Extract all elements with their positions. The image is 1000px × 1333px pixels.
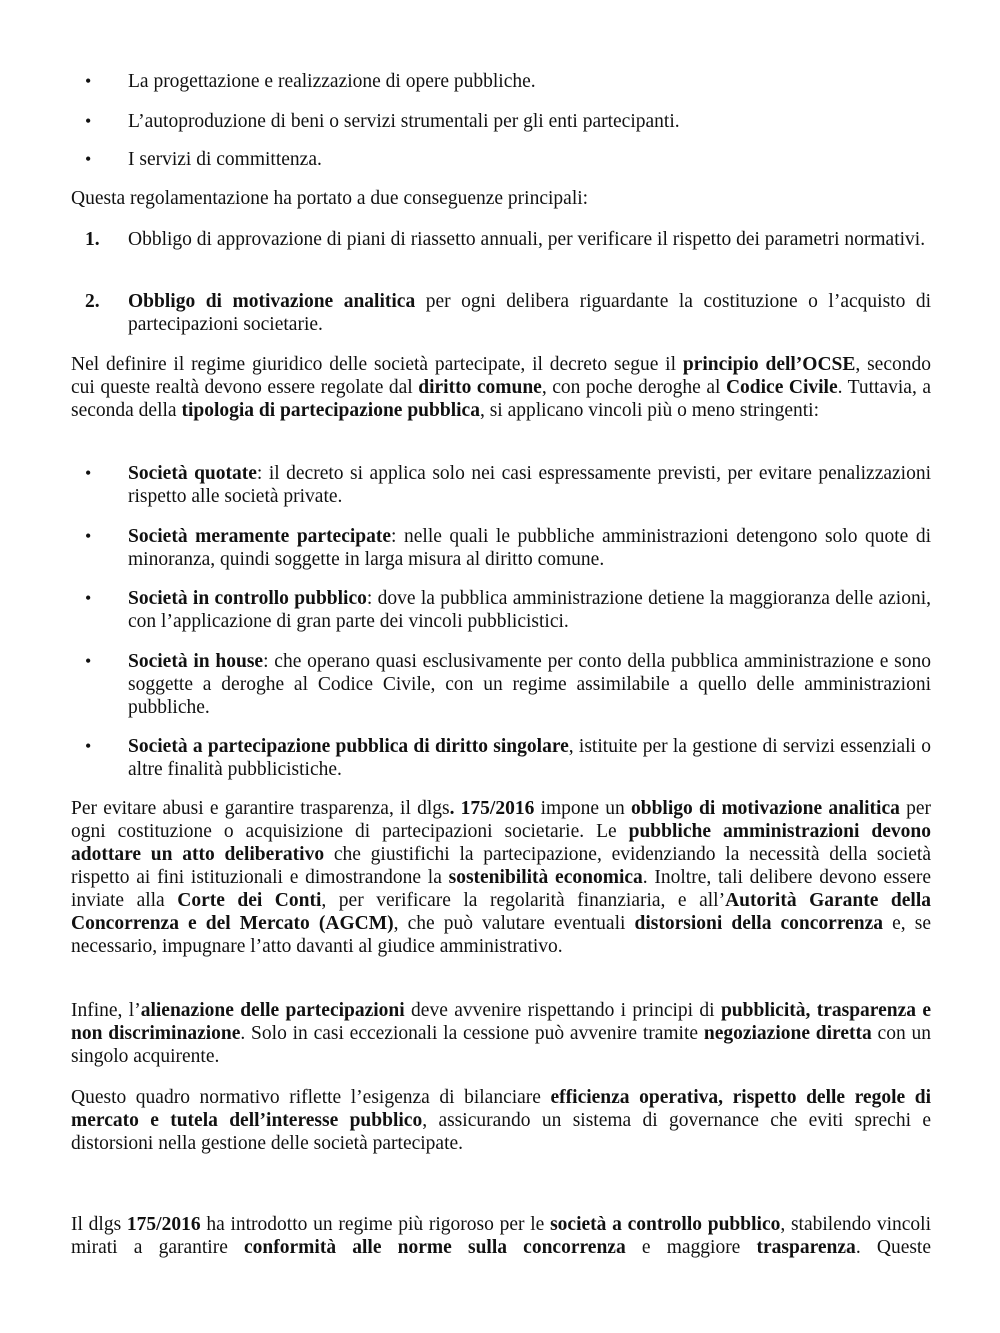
item-bold-lead: Società quotate — [128, 463, 257, 484]
text-run: . Tuttavia, a seconda della — [71, 377, 931, 421]
bold-run: diritto comune — [418, 377, 542, 398]
text-run: Nel definire il regime giuridico delle società partecipate, il decreto segue il — [71, 354, 683, 375]
text-run: . Solo in casi eccezionali la cessione può avvenire tramite — [240, 1023, 704, 1044]
list-item-text — [128, 735, 931, 781]
bold-run: principio dell’OCSE — [682, 354, 856, 375]
text-run: , per verificare la regolarità finanziaria, e all’ — [321, 890, 726, 911]
item-body: Obbligo di approvazione di piani di riassetto annuali, per verificare il rispetto dei parametri normativi. — [128, 229, 926, 250]
list-item-text — [128, 462, 931, 508]
text-run: ha introdotto un regime più rigoroso per le — [200, 1214, 551, 1235]
item-number: 1. — [85, 229, 100, 250]
text-run: deve avvenire rispettando i principi di — [404, 1000, 721, 1021]
text-run: Il dlgs — [71, 1214, 127, 1235]
item-bold-lead: Società a partecipazione pubblica di diritto singolare — [128, 736, 569, 757]
bold-run: pubblicità, trasparenza e non discriminazione — [71, 1000, 931, 1044]
item-number: 2. — [85, 291, 100, 312]
text-run: per ogni costituzione o acquisizione di partecipazioni societarie. Le — [71, 798, 931, 842]
bullet-icon: • — [85, 71, 92, 91]
list-item-text: L’autoproduzione di beni o servizi strumentali per gli enti partecipanti. — [128, 111, 680, 132]
text-run: . Queste — [855, 1237, 932, 1258]
list-item-text: La progettazione e realizzazione di opere pubbliche. — [128, 71, 536, 92]
text-run: , stabilendo vincoli mirati a garantire — [71, 1214, 932, 1258]
item-bold-lead: Obbligo di motivazione analitica — [128, 291, 416, 312]
bullet-icon: • — [85, 651, 92, 671]
bullet-icon: • — [85, 463, 92, 483]
bold-run: conformità alle norme sulla concorrenza — [244, 1237, 626, 1258]
text-run: . Inoltre, tali delibere devono essere inviate alla — [71, 867, 931, 911]
numbered-item-text — [128, 228, 931, 251]
bullet-icon: • — [85, 588, 92, 608]
bold-run: . 175/2016 — [449, 798, 535, 819]
item-body: : dove la pubblica amministrazione detiene la maggioranza delle azioni, con l’applicazione di gran parte dei vincoli pubblicistici. — [128, 588, 931, 632]
text-run: e, se necessario, impugnare l’atto davanti al giudice amministrativo. — [71, 913, 931, 957]
text-run: impone un — [534, 798, 631, 819]
item-body: : nelle quali le pubbliche amministrazioni detengono solo quote di minoranza, quindi soggette in larga misura al diritto comune. — [128, 526, 932, 570]
bullet-icon: • — [85, 149, 92, 169]
bold-run: efficienza operativa, rispetto delle regole di mercato e tutela dell’interesse pubblico — [71, 1087, 931, 1131]
bold-run: negoziazione diretta — [703, 1023, 872, 1044]
bold-run: distorsioni della concorrenza — [634, 913, 884, 934]
bold-run: trasparenza — [756, 1237, 856, 1258]
bold-run: alienazione delle partecipazioni — [140, 1000, 405, 1021]
list-item-text: I servizi di committenza. — [128, 149, 322, 170]
item-body: : che operano quasi esclusivamente per conto della pubblica amministrazione e sono soggette a deroghe al Codice Civile, con un regime assimilabile a quello delle amministrazioni pubbliche. — [128, 651, 932, 718]
item-body: per ogni delibera riguardante la costituzione o l’acquisto di partecipazioni societarie. — [128, 291, 931, 335]
text-run: Per evitare abusi e garantire trasparenza, il dlgs — [71, 798, 450, 819]
item-bold-lead: Società in controllo pubblico — [128, 588, 367, 609]
text-run: Questo quadro normativo riflette l’esigenza di bilanciare — [71, 1087, 551, 1108]
bold-run: obbligo di motivazione analitica — [630, 798, 900, 819]
text-run: , con poche deroghe al — [541, 377, 726, 398]
bold-run: società a controllo pubblico — [550, 1214, 781, 1235]
text-run: che giustifichi la partecipazione, evidenziando la necessità della società rispetto ai fini istituzionali e dimostrandone la — [71, 844, 931, 888]
list-item-text — [128, 587, 931, 633]
paragraph-dlgs — [71, 1213, 931, 1259]
bold-run: tipologia di partecipazione pubblica — [181, 400, 480, 421]
text-run: Infine, l’ — [71, 1000, 141, 1021]
text-run: con un singolo acquirente. — [71, 1023, 931, 1067]
numbered-item-text — [128, 290, 931, 336]
item-bold-lead: Società meramente partecipate — [128, 526, 392, 547]
bullet-icon: • — [85, 526, 92, 546]
bold-run: Autorità Garante della Concorrenza e del Mercato (AGCM) — [71, 890, 931, 934]
paragraph-quadro — [71, 1086, 931, 1155]
item-bold-lead: Società in house — [128, 651, 264, 672]
text-run: e maggiore — [625, 1237, 757, 1258]
bullet-icon: • — [85, 111, 92, 131]
item-body: , istituite per la gestione di servizi essenziali o altre finalità pubblicistiche. — [128, 736, 931, 780]
intro-paragraph: Questa regolamentazione ha portato a due conseguenze principali: — [71, 188, 589, 209]
bold-run: 175/2016 — [126, 1214, 201, 1235]
paragraph-regime — [71, 353, 931, 422]
paragraph-abusi — [71, 797, 931, 958]
bullet-icon: • — [85, 736, 92, 756]
list-item-text — [128, 525, 931, 571]
bold-run: pubbliche amministrazioni devono adottare un atto deliberativo — [71, 821, 931, 865]
list-item-text — [128, 650, 931, 719]
bold-run: Corte dei Conti — [177, 890, 322, 911]
paragraph-alienazione — [71, 999, 931, 1068]
item-body: : il decreto si applica solo nei casi espressamente previsti, per evitare penalizzazioni rispetto alle società private. — [128, 463, 931, 507]
text-run: , che può valutare eventuali — [393, 913, 635, 934]
bold-run: sostenibilità economica — [448, 867, 643, 888]
bold-run: Codice Civile — [725, 377, 838, 398]
text-run: , assicurando un sistema di governance che eviti sprechi e distorsioni nella gestione delle società partecipate. — [71, 1110, 932, 1154]
text-run: , secondo cui queste realtà devono essere regolate dal — [71, 354, 931, 398]
text-run: , si applicano vincoli più o meno stringenti: — [479, 400, 819, 421]
